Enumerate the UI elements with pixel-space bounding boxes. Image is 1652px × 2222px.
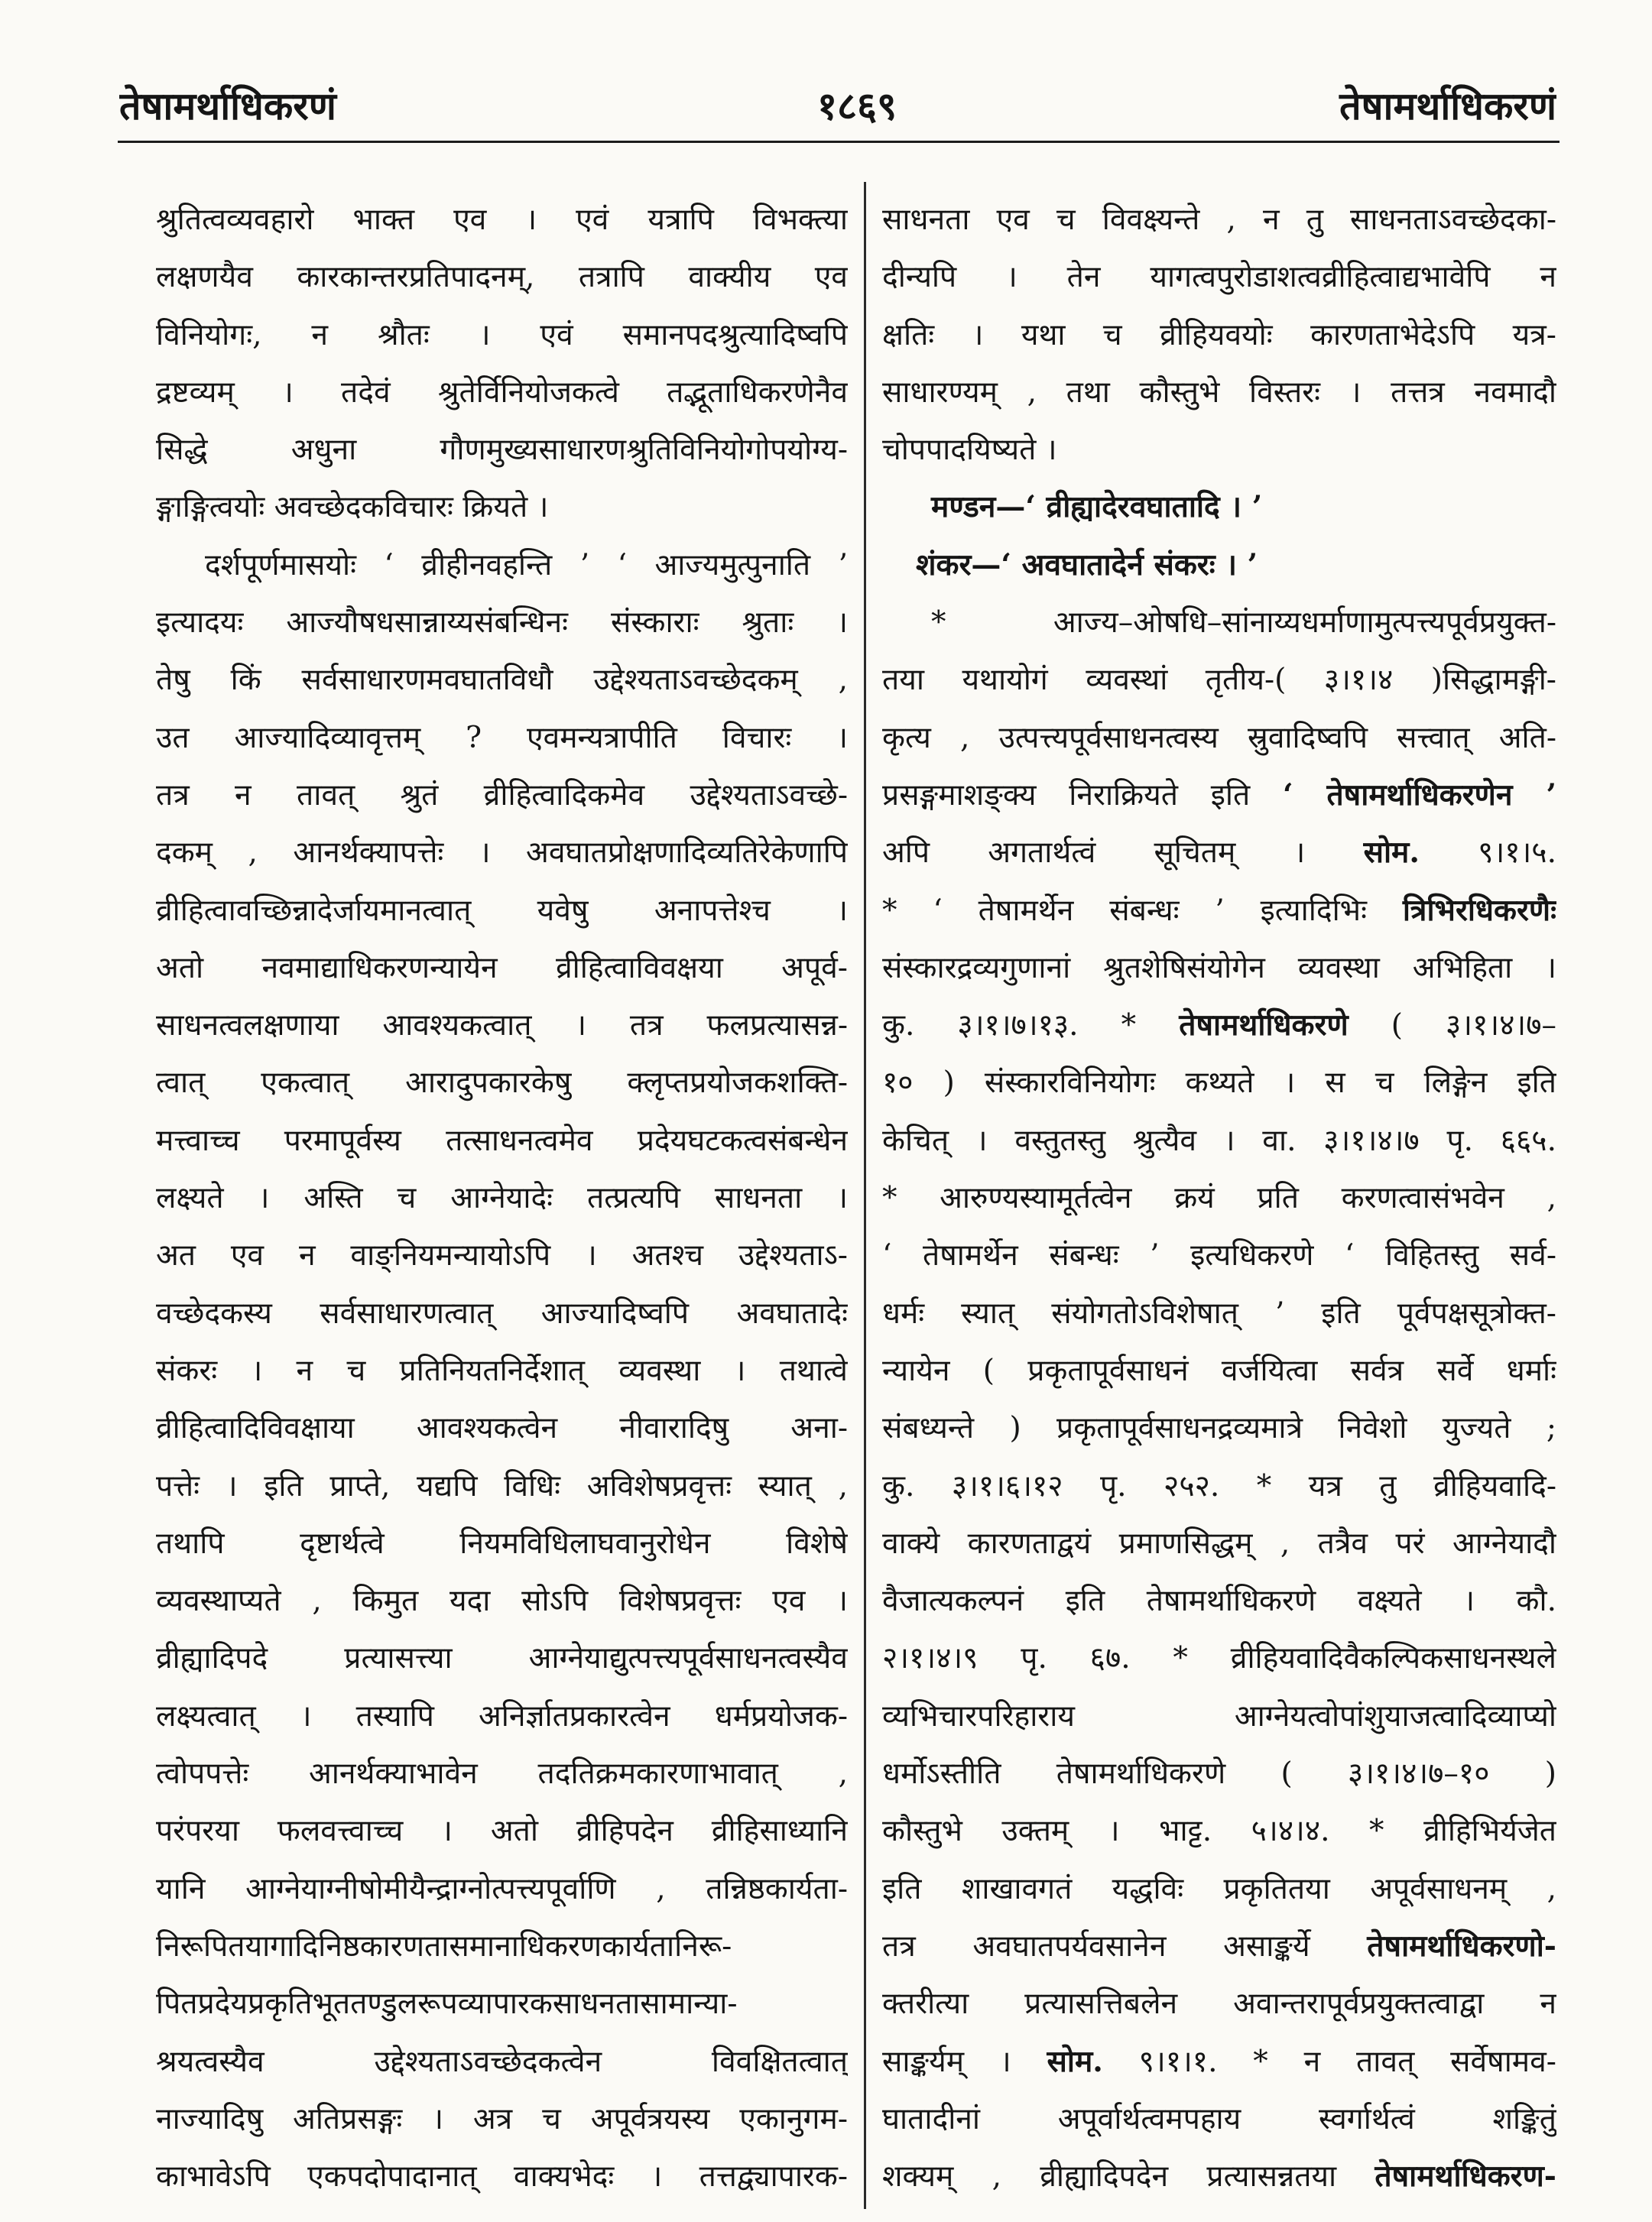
emphasized-term: तेषामर्थाधिकरणो- (1367, 1928, 1556, 1964)
text-line: त्वोपपत्तेः आनर्थक्याभावेन तदतिक्रमकारणाभावात् , (156, 1757, 848, 1792)
emphasized-term: तेषामर्थाधिकरण- (1375, 2159, 1556, 2194)
text-segment: प्रसङ्गमाशङ्क्य निराक्रियते इति (882, 777, 1283, 813)
text-segment: तत्र अवघातपर्यवसानेन असाङ्कर्ये (882, 1928, 1368, 1964)
footnote-line: क्तरीत्या प्रत्यासत्तिबलेन अवान्तरापूर्वप्रयुक्तत्वाद्वा न (882, 1987, 1556, 2022)
footnote-line (882, 767, 1556, 824)
text-segment: * ‘ तेषामर्थेन संबन्धः ’ इत्यादिभिः (882, 893, 1403, 928)
text-line: वच्छेदकस्य सर्वसाधारणत्वात् आज्यादिष्वपि अवघातादेः (156, 1296, 848, 1331)
text-segment: ९।१।५. (1419, 835, 1556, 871)
text-line: इत्यादयः आज्यौषधसान्नाय्यसंबन्धिनः संस्काराः श्रुताः । (156, 605, 848, 641)
footnote-line (882, 997, 1556, 1054)
footnote-line (882, 2033, 1556, 2091)
text-line: दीन्यपि । तेन यागत्वपुरोडाशत्वव्रीहित्वाद्यभावेपि न (882, 260, 1556, 295)
text-line: व्रीहित्वादिविवक्षाया आवश्यकत्वेन नीवारादिषु अना- (156, 1411, 848, 1446)
text-line: चोपपादयिष्यते । (882, 433, 1057, 468)
footnote-line: संस्कारद्रव्यगुणानां श्रुतशेषिसंयोगेन व्यवस्था अभिहिता । (882, 950, 1556, 985)
text-line: व्यवस्थाप्यते , किमुत यदा सोऽपि विशेषप्रवृत्तः एव । (156, 1584, 848, 1619)
text-line: त्वात् एकत्वात् आरादुपकारकेषु क्लृप्तप्रयोजकशक्ति- (156, 1066, 848, 1101)
footnote-line: तया यथायोगं व्यवस्थां तृतीय-( ३।१।४ )सिद्धामङ्गी- (882, 663, 1556, 698)
column-divider (864, 182, 866, 2209)
emphasized-term: सोम. (1047, 2043, 1103, 2079)
running-head-left: तेषामर्थाधिकरणं (119, 83, 336, 128)
text-segment: शक्यम् , व्रीह्यादिपदेन प्रत्यासन्नतया (882, 2159, 1375, 2194)
text-line: क्षतिः । यथा च व्रीहियवयोः कारणताभेदेऽपि यत्र- (882, 317, 1556, 352)
text-line: दकम् , आनर्थक्यापत्तेः । अवघातप्रोक्षणादिव्यतिरेकेणापि (156, 835, 848, 871)
footnote-line (882, 1918, 1556, 1975)
text-line: अतो नवमाद्याधिकरणन्यायेन व्रीहित्वाविवक्षया अपूर्व- (156, 950, 848, 985)
text-line: साधारण्यम् , तथा कौस्तुभे विस्तरः । तत्तत्र नवमादौ (882, 375, 1556, 410)
header-rule (118, 141, 1560, 143)
footnote-line: * आरुण्यस्यामूर्तत्वेन क्रयं प्रति करणत्वासंभवेन , (882, 1181, 1556, 1216)
text-line: तथापि दृष्टार्थत्वे नियमविधिलाघवानुरोधेन विशेषे (156, 1526, 848, 1561)
running-head-right: तेषामर्थाधिकरणं (1339, 83, 1556, 128)
text-segment: साङ्कर्यम् । (882, 2044, 1047, 2079)
text-line: तत्र न तावत् श्रुतं व्रीहित्वादिकमेव उद्देश्यताऽवच्छे- (156, 777, 848, 813)
footnote-line: * आज्य–ओषधि–सांनाय्यधर्माणामुत्पत्त्यपूर्वप्रयुक्त- (931, 605, 1556, 641)
text-line: साधनता एव च विवक्ष्यन्ते , न तु साधनताऽवच्छेदका- (882, 203, 1556, 237)
footnote-line: व्यभिचारपरिहाराय आग्नेयत्वोपांशुयाजत्वादिव्याप्यो (882, 1698, 1556, 1734)
emphasized-term: ‘ तेषामर्थाधिकरणेन ’ (1282, 777, 1556, 813)
text-line: संकरः । न च प्रतिनियतनिर्देशात् व्यवस्था । तथात्वे (156, 1353, 848, 1388)
text-line: पितप्रदेयप्रकृतिभूततण्डुलरूपव्यापारकसाधनतासामान्या- (156, 1987, 738, 2022)
footnote-line: वैजात्यकल्पनं इति तेषामर्थाधिकरणे वक्ष्यते । कौ. (882, 1584, 1556, 1619)
footnote-line: धर्मः स्यात् संयोगतोऽविशेषात् ’ इति पूर्वपक्षसूत्रोक्त- (882, 1296, 1556, 1331)
footnote-line (882, 2148, 1556, 2205)
footnote-line: न्यायेन ( प्रकृतापूर्वसाधनं वर्जयित्वा सर्वत्र सर्वे धर्माः (882, 1353, 1556, 1388)
emphasized-term: तेषामर्थाधिकरणे (1179, 1007, 1349, 1043)
quote-line-shankara: शंकर—‘ अवघातादेर्न संकरः । ’ (916, 547, 1258, 582)
footnote-line: इति शाखावगतं यद्धविः प्रकृतितया अपूर्वसाधनम् , (882, 1871, 1556, 1906)
footnote-line: १० ) संस्कारविनियोगः कथ्यते । स च लिङ्गेन इति (882, 1066, 1556, 1101)
text-line: लक्ष्यते । अस्ति च आग्नेयादेः तत्प्रत्यपि साधनता । (156, 1181, 848, 1216)
text-line: लक्षणयैव कारकान्तरप्रतिपादनम्, तत्रापि वाक्यीय एव (156, 260, 848, 295)
footnote-line: ‘ तेषामर्थेन संबन्धः ’ इत्यधिकरणे ‘ विहितस्तु सर्व- (882, 1238, 1556, 1273)
page-number: १८६९ (817, 83, 897, 128)
text-line: ङ्गाङ्गित्वयोः अवच्छेदकविचारः क्रियते । (156, 490, 549, 525)
footnote-line: कौस्तुभे उक्तम् । भाट्ट. ५।४।४. * व्रीहिभिर्यजेत (882, 1814, 1556, 1849)
right-column (882, 191, 1556, 2205)
footnote-line (882, 882, 1556, 939)
quote-line-mandana: मण्डन—‘ व्रीह्यादेरवघातादि । ’ (931, 489, 1263, 525)
footnote-line: कु. ३।१।६।१२ पृ. २५२. * यत्र तु व्रीहियवादि- (882, 1468, 1556, 1503)
footnote-line: धर्मोऽस्तीति तेषामर्थाधिकरणे ( ३।१।४।७–१० ) (882, 1757, 1556, 1792)
text-line: द्रष्टव्यम् । तदेवं श्रुतेर्विनियोजकत्वे तद्भूताधिकरणेनैव (156, 375, 848, 410)
text-line: यानि आग्नेयाग्नीषोमीयैन्द्राग्नोत्पत्त्यपूर्वाणि , तन्निष्ठकार्यता- (156, 1871, 848, 1906)
footnote-line: संबध्यन्ते ) प्रकृतापूर्वसाधनद्रव्यमात्रे निवेशो युज्यते ; (882, 1411, 1556, 1446)
text-line: व्रीह्यादिपदे प्रत्यासत्त्या आग्नेयाद्युत्पत्त्यपूर्वसाधनत्वस्यैव (156, 1641, 848, 1676)
text-line: काभावेऽपि एकपदोपादानात् वाक्यभेदः । तत्तद्व्यापारक- (156, 2159, 848, 2194)
text-line: परंपरया फलवत्त्वाच्च । अतो व्रीहिपदेन व्रीहिसाध्यानि (156, 1814, 848, 1849)
text-line: श्रुतित्वव्यवहारो भाक्त एव । एवं यत्रापि विभक्त्या (156, 203, 848, 237)
emphasized-term: त्रिभिरधिकरणैः (1402, 892, 1556, 928)
text-segment: कु. ३।१।७।१३. * (882, 1008, 1180, 1043)
text-line: साधनत्वलक्षणाया आवश्यकत्वात् । तत्र फलप्रत्यासन्न- (156, 1008, 848, 1043)
left-column (156, 191, 848, 2205)
text-line: उत आज्यादिव्यावृत्तम् ? एवमन्यत्रापीति विचारः । (156, 720, 848, 755)
text-line: नाज्यादिषु अतिप्रसङ्गः । अत्र च अपूर्वत्रयस्य एकानुगम- (156, 2101, 848, 2136)
emphasized-term: सोम. (1363, 835, 1420, 871)
footnote-line: घातादीनां अपूर्वार्थत्वमपहाय स्वर्गार्थत्वं शङ्कितुं (882, 2101, 1556, 2136)
footnote-line: वाक्ये कारणताद्वयं प्रमाणसिद्धम् , तत्रैव परं आग्नेयादौ (882, 1526, 1556, 1561)
footnote-line: कृत्य , उत्पत्त्यपूर्वसाधनत्वस्य स्रुवादिष्वपि सत्त्वात् अति- (882, 720, 1556, 755)
text-segment: अपि अगतार्थत्वं सूचितम् । (882, 835, 1364, 871)
text-line: मत्त्वाच्च परमापूर्वस्य तत्साधनत्वमेव प्रदेयघटकत्वसंबन्धेन (156, 1123, 848, 1158)
footnote-line: २।१।४।९ पृ. ६७. * व्रीहियवादिवैकल्पिकसाधनस्थले (882, 1641, 1556, 1676)
text-line: लक्ष्यत्वात् । तस्यापि अनिर्ज्ञातप्रकारत्वेन धर्मप्रयोजक- (156, 1698, 848, 1734)
text-line: विनियोगः, न श्रौतः । एवं समानपदश्रुत्यादिष्वपि (156, 317, 848, 352)
text-line: पत्तेः । इति प्राप्ते, यद्यपि विधिः अविशेषप्रवृत्तः स्यात् , (156, 1468, 848, 1503)
text-line: अत एव न वाङ्नियमन्यायोऽपि । अतश्च उद्देश्यताऽ- (156, 1238, 848, 1273)
text-line: निरूपितयागादिनिष्ठकारणतासमानाधिकरणकार्यतानिरू- (156, 1928, 732, 1964)
text-line: तेषु किं सर्वसाधारणमवघातविधौ उद्देश्यताऽवच्छेदकम् , (156, 663, 848, 698)
footnote-line: केचित् । वस्तुतस्तु श्रुत्यैव । वा. ३।१।४।७ पृ. ६६५. (882, 1123, 1556, 1158)
text-segment: ( ३।१।४।७– (1348, 1008, 1556, 1043)
text-line: दर्शपूर्णमासयोः ‘ व्रीहीनवहन्ति ’ ‘ आज्यमुत्पुनाति ’ (205, 547, 848, 582)
text-line: श्रयत्वस्यैव उद्देश्यताऽवच्छेदकत्वेन विवक्षितत्वात् (156, 2044, 848, 2079)
text-line: व्रीहित्वावच्छिन्नादेर्जायमानत्वात् यवेषु अनापत्तेश्च । (156, 893, 848, 928)
text-line: सिद्धे अधुना गौणमुख्यसाधारणश्रुतिविनियोगोपयोग्य- (156, 433, 848, 468)
text-segment: ९।१।१. * न तावत् सर्वेषामव- (1102, 2044, 1556, 2079)
footnote-line (882, 824, 1556, 881)
